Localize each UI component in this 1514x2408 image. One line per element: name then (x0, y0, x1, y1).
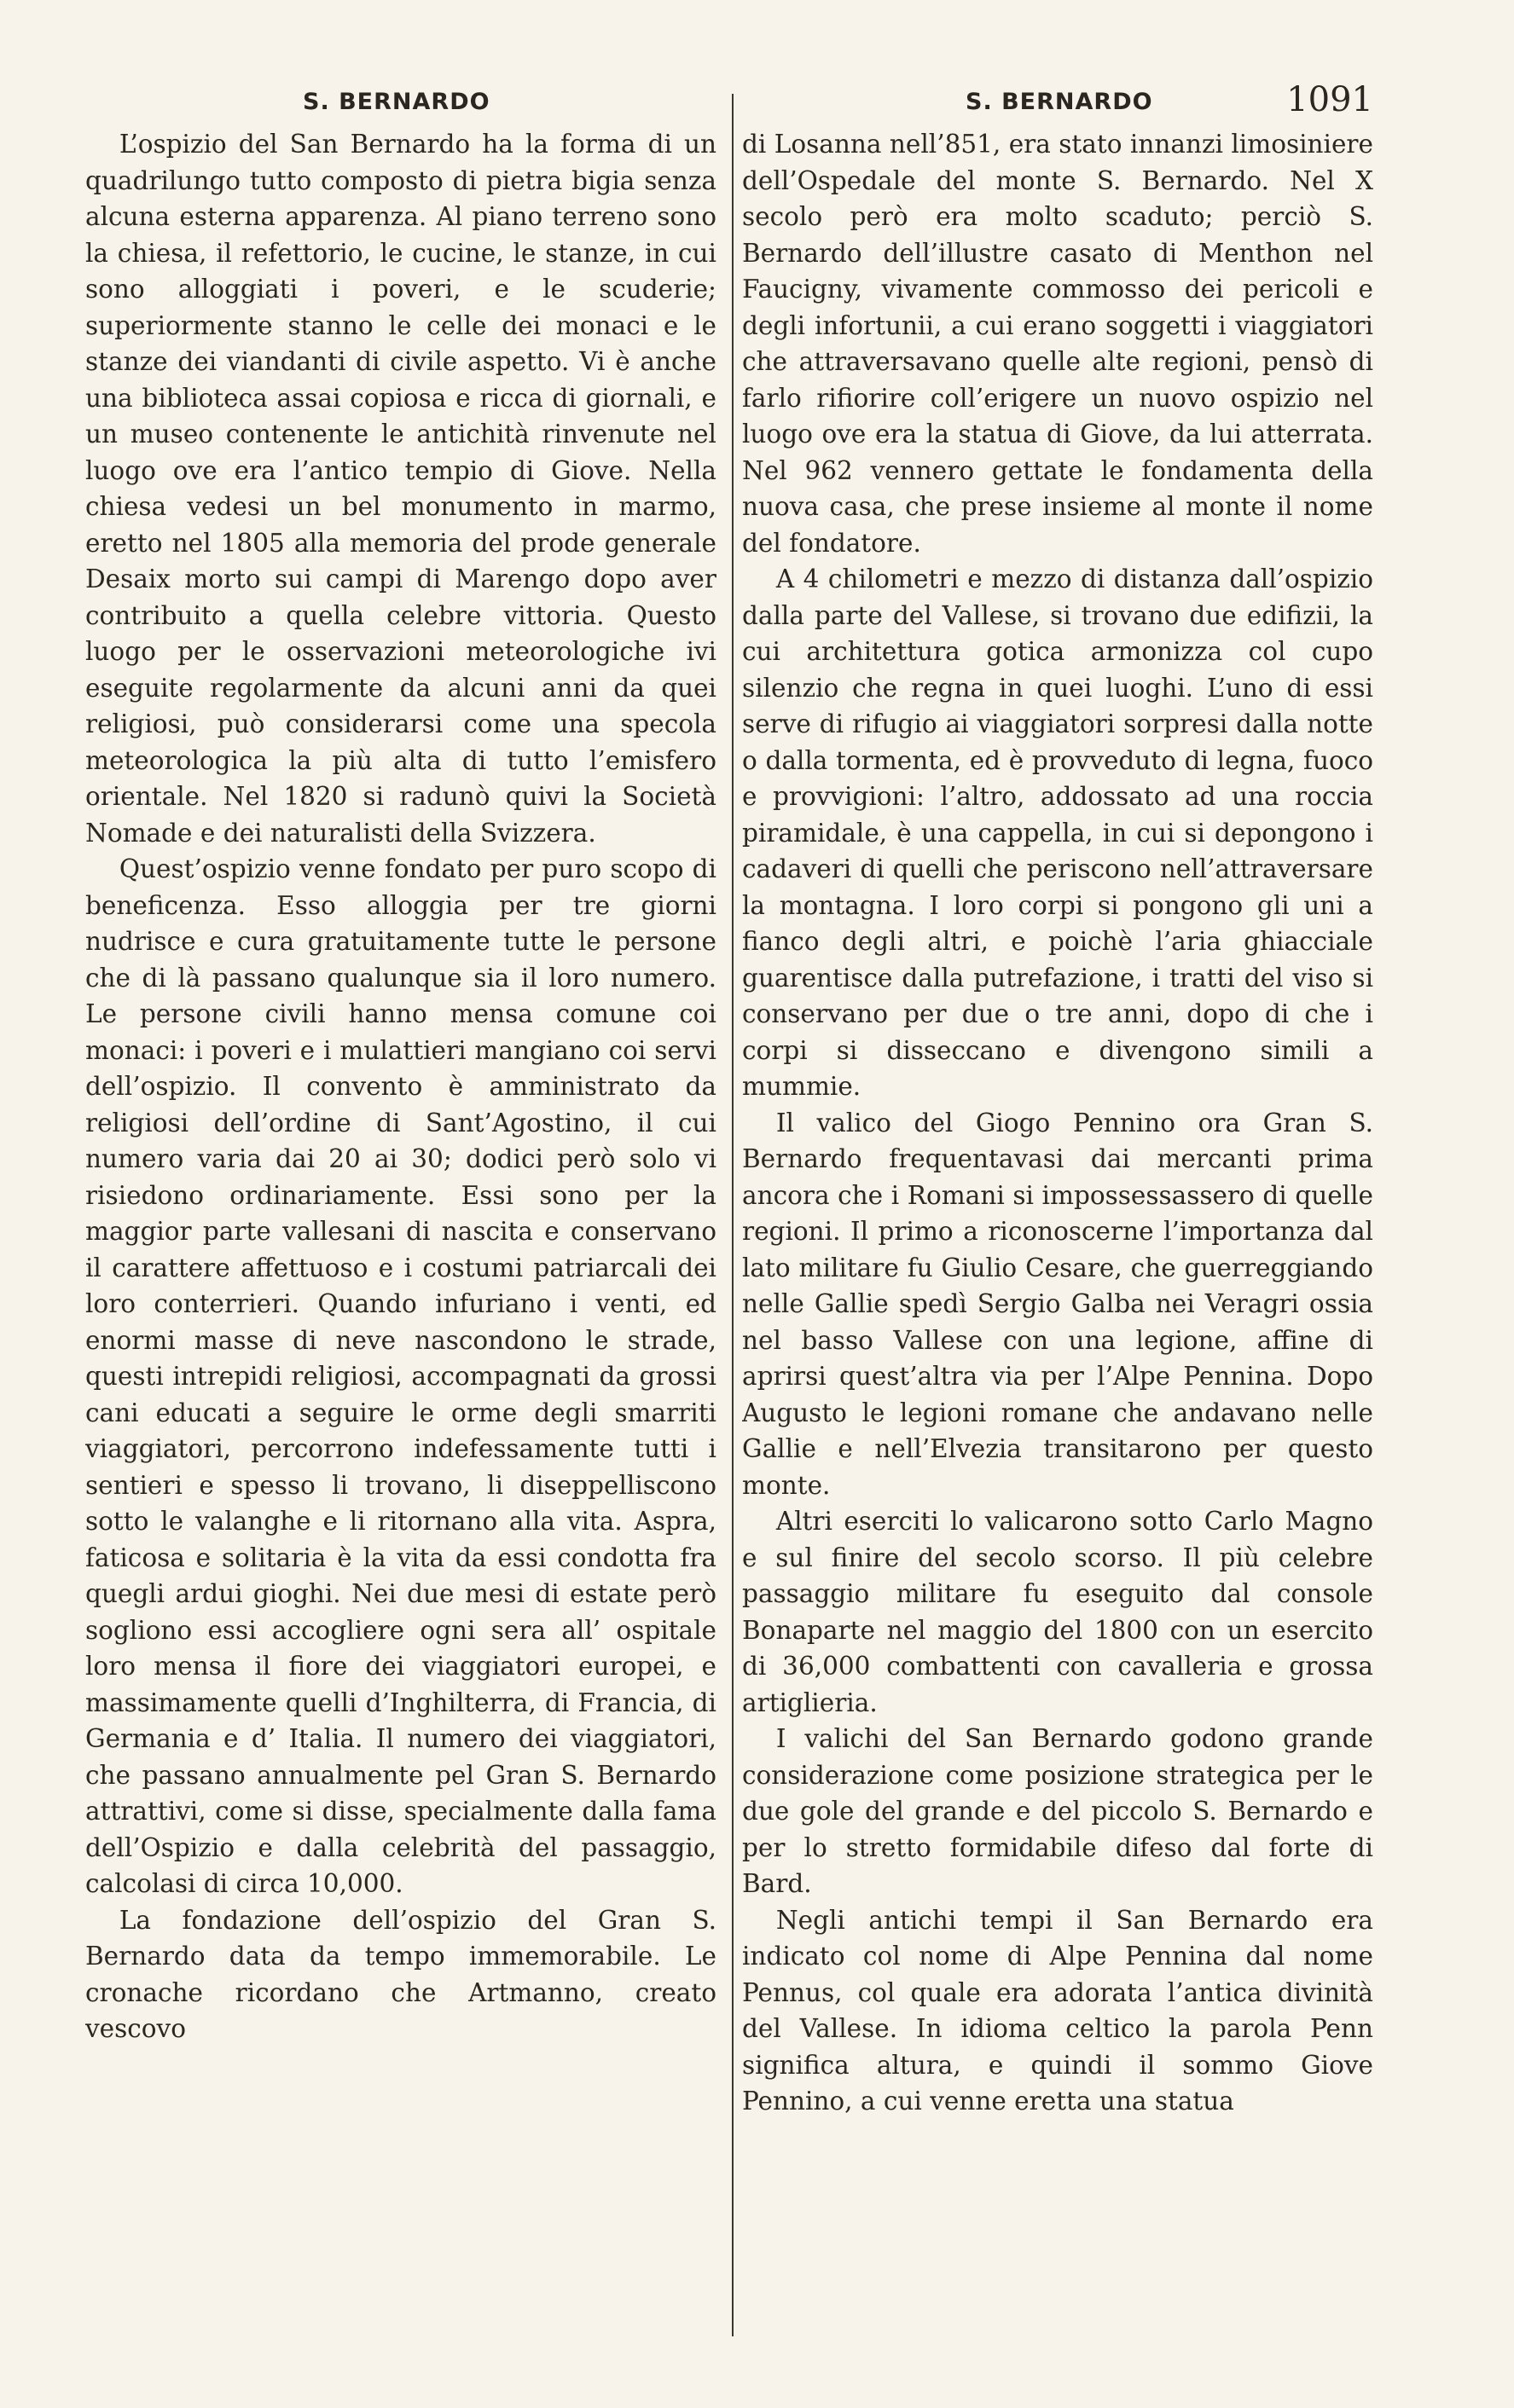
right-column (742, 77, 1373, 2379)
paragraph: di Losanna nell’851, era stato innanzi limosiniere dell’Ospedale del monte S. Bernardo. Nel X secolo però era molto scaduto; perciò S. Bernardo dell’illustre casato di Menthon nel Faucigny, vivamente commosso dei pericoli e degli infortunii, a cui erano soggetti i viaggiatori che attraversavano quelle alte regioni, pensò di farlo rifiorire coll’erigere un nuovo ospizio nel luogo ove era la statua di Giove, da lui atterrata. Nel 962 vennero gettate le fondamenta della nuova casa, che prese insieme al monte il nome del fondatore. (742, 130, 1373, 558)
paragraph: Negli antichi tempi il San Bernardo era indicato col nome di Alpe Pennina dal nome Pennus, col quale era adorata l’antica divinità del Vallese. In idioma celtico la parola Penn significa altura, e quindi il sommo Giove Pennino, a cui venne eretta una statua (742, 1905, 1373, 2116)
paragraph: A 4 chilometri e mezzo di distanza dall’ospizio dalla parte del Vallese, si trovano due edifizii, la cui architettura gotica armonizza col cupo silenzio che regna in quei luoghi. L’uno di essi serve di rifugio ai viaggiatori sorpresi dalla notte o dalla tormenta, ed è provveduto di legna, fuoco e provvigioni: l’altro, addossato ad una roccia piramidale, è una cappella, in cui si depongono i cadaveri di quelli che periscono nell’attraversare la montagna. I loro corpi si pongono gli uni a fianco degli altri, e poichè l’aria ghiacciale guarentisce dalla putrefazione, i tratti del viso si conservano per due o tre anni, dopo di che i corpi si disseccano e divengono simili a mummie. (742, 564, 1373, 1101)
left-column (85, 77, 716, 2379)
page-number: 1091 (1286, 80, 1373, 119)
paragraph: Quest’ospizio venne fondato per puro scopo di beneficenza. Esso alloggia per tre giorni nudrisce e cura gratuitamente tutte le persone che di là passano qualunque sia il loro numero. Le persone civili hanno mensa comune coi monaci: i poveri e i mulattieri mangiano coi servi dell’ospizio. Il convento è amministrato da religiosi dell’ordine di Sant’Agostino, il cui numero varia dai 20 ai 30; dodici però solo vi risiedono ordinariamente. Essi sono per la maggior parte vallesani di nascita e conservano il carattere affettuoso e i costumi patriarcali dei loro conterrieri. Quando infuriano i venti, ed enormi masse di neve nascondono le strade, questi intrepidi religiosi, accompagnati da grossi cani educati a seguire le orme degli smarriti viaggiatori, percorrono indefessamente tutti i sentieri e spesso li trovano, li diseppelliscono sotto le valanghe e li ritornano alla vita. Aspra, faticosa e solitaria è la vita da essi condotta fra quegli ardui gioghi. Nei due mesi di estate però sogliono essi accogliere ogni sera all’ ospitale loro mensa il fiore dei viaggiatori europei, e massimamente quelli d’Inghilterra, di Francia, di Germania e d’ Italia. Il numero dei viaggiatori, che passano annualmente pel Gran S. Bernardo attrattivi, come si disse, specialmente dalla fama dell’Ospizio e dalla celebrità del passaggio, calcolasi di circa 10,000. (85, 854, 716, 1898)
paragraph: Il valico del Giogo Pennino ora Gran S. Bernardo frequentavasi dai mercanti prima ancora che i Romani si impossessassero di quelle regioni. Il primo a riconoscerne l’importanza dal lato militare fu Giulio Cesare, che guerreggiando nelle Gallie spedì Sergio Galba nei Veragri ossia nel basso Vallese con una legione, affine di aprirsi quest’altra via per l’Alpe Pennina. Dopo Augusto le legioni romane che andavano nelle Gallie e nell’Elvezia transitarono per questo monte. (742, 1108, 1373, 1500)
column-divider (732, 94, 734, 2336)
paragraph: I valichi del San Bernardo godono grande considerazione come posizione strategica per le due gole del grande e del piccolo S. Bernardo e per lo stretto formidabile difeso dal forte di Bard. (742, 1724, 1373, 1898)
right-column-text (742, 126, 1373, 2120)
left-column-text (85, 126, 716, 2047)
paragraph: Altri eserciti lo valicarono sotto Carlo Magno e sul finire del secolo scorso. Il più celebre passaggio militare fu eseguito dal console Bonaparte nel maggio del 1800 con un esercito di 36,000 combattenti con cavalleria e grossa artiglieria. (742, 1507, 1373, 1717)
right-running-head-title: S. BERNARDO (966, 89, 1153, 115)
right-running-head (742, 77, 1373, 126)
left-running-head-title: S. BERNARDO (303, 89, 490, 115)
paragraph: La fondazione dell’ospizio del Gran S. Bernardo data da tempo immemorabile. Le cronache ricordano che Artmanno, creato vescovo (85, 1905, 716, 2043)
paragraph: L’ospizio del San Bernardo ha la forma di un quadrilungo tutto composto di pietra bigia senza alcuna esterna apparenza. Al piano terreno sono la chiesa, il refettorio, le cucine, le stanze, in cui sono alloggiati i poveri, e le scuderie; superiormente stanno le celle dei monaci e le stanze dei viandanti di civile aspetto. Vi è anche una biblioteca assai copiosa e ricca di giornali, e un museo contenente le antichità rinvenute nel luogo ove era l’antico tempio di Giove. Nella chiesa vedesi un bel monumento in marmo, eretto nel 1805 alla memoria del prode generale Desaix morto sui campi di Marengo dopo aver contribuito a quella celebre vittoria. Questo luogo per le osservazioni meteorologiche ivi eseguite regolarmente da alcuni anni da quei religiosi, può considerarsi come una specola meteorologica la più alta di tutto l’emisfero orientale. Nel 1820 si radunò quivi la Società Nomade e dei naturalisti della Svizzera. (85, 130, 716, 848)
left-running-head (85, 77, 716, 126)
